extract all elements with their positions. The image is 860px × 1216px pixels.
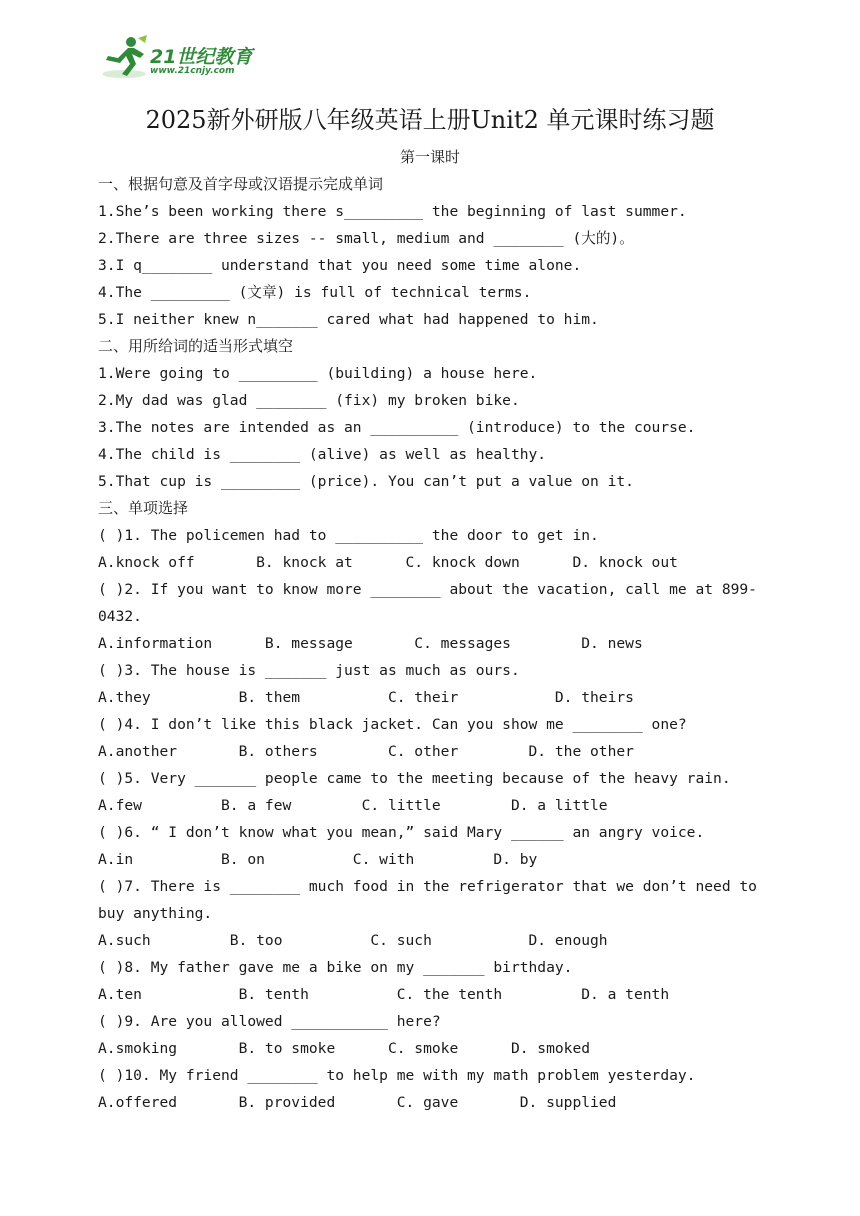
exercise-line: A.ten B. tenth C. the tenth D. a tenth xyxy=(98,986,670,1003)
page-subtitle: 第一课时 xyxy=(399,148,460,166)
exercise-line: ( )1. The policemen had to __________ the door to get in. xyxy=(98,527,599,544)
exercise-line: ( )9. Are you allowed ___________ here? xyxy=(98,1013,441,1030)
exercise-line: 5.I neither knew n_______ cared what had happened to him. xyxy=(98,311,599,328)
exercise-line: ( )2. If you want to know more ________ about the vacation, call me at 899- xyxy=(98,581,757,598)
exercise-line: A.offered B. provided C. gave D. supplied xyxy=(98,1094,617,1111)
exercise-line: 5.That cup is _________ (price). You can’t put a value on it. xyxy=(98,473,634,490)
exercise-line: 4.The child is ________ (alive) as well as healthy. xyxy=(98,446,547,463)
exercise-content xyxy=(98,171,778,1116)
exercise-line: A.another B. others C. other D. the other xyxy=(98,743,634,760)
section-heading: 二、用所给词的适当形式填空 xyxy=(98,337,294,355)
exercise-line: 4.The _________ (文章) is full of technical terms. xyxy=(98,284,532,301)
logo-url: www.21cnjy.com xyxy=(150,66,235,76)
exercise-line: 1.Were going to _________ (building) a house here. xyxy=(98,365,538,382)
exercise-line: A.information B. message C. messages D. news xyxy=(98,635,643,652)
section-heading: 三、单项选择 xyxy=(98,499,189,517)
exercise-line: buy anything. xyxy=(98,905,213,922)
exercise-line: 3.I q________ understand that you need some time alone. xyxy=(98,257,582,274)
section-heading: 一、根据句意及首字母或汉语提示完成单词 xyxy=(98,175,384,193)
exercise-line: 0432. xyxy=(98,608,142,625)
exercise-line: ( )3. The house is _______ just as much as ours. xyxy=(98,662,520,679)
exercise-line: A.in B. on C. with D. by xyxy=(98,851,538,868)
exercise-line: A.knock off B. knock at C. knock down D. knock out xyxy=(98,554,678,571)
logo-brand: 21世纪教育 xyxy=(150,46,253,68)
exercise-line: 2.There are three sizes -- small, medium and ________ (大的)。 xyxy=(98,230,634,247)
exercise-line: ( )8. My father gave me a bike on my _______ birthday. xyxy=(98,959,573,976)
exercise-line: A.such B. too C. such D. enough xyxy=(98,932,608,949)
exercise-line: ( )7. There is ________ much food in the refrigerator that we don’t need to xyxy=(98,878,757,895)
exercise-line: ( )6. “ I don’t know what you mean,” said Mary ______ an angry voice. xyxy=(98,824,705,841)
exercise-line: 1.She’s been working there s_________ the beginning of last summer. xyxy=(98,203,687,220)
exercise-line: A.few B. a few C. little D. a little xyxy=(98,797,608,814)
logo xyxy=(100,34,270,82)
exercise-line: 2.My dad was glad ________ (fix) my broken bike. xyxy=(98,392,520,409)
exercise-line: ( )4. I don’t like this black jacket. Can you show me ________ one? xyxy=(98,716,687,733)
exercise-line: A.smoking B. to smoke C. smoke D. smoked xyxy=(98,1040,591,1057)
exercise-line: ( )10. My friend ________ to help me with my math problem yesterday. xyxy=(98,1067,696,1084)
exercise-line: 3.The notes are intended as an __________ (introduce) to the course. xyxy=(98,419,696,436)
runner-icon xyxy=(100,34,148,80)
exercise-line: ( )5. Very _______ people came to the meeting because of the heavy rain. xyxy=(98,770,731,787)
page-title: 2025新外研版八年级英语上册Unit2 单元课时练习题 xyxy=(145,106,715,134)
exercise-line: A.they B. them C. their D. theirs xyxy=(98,689,634,706)
